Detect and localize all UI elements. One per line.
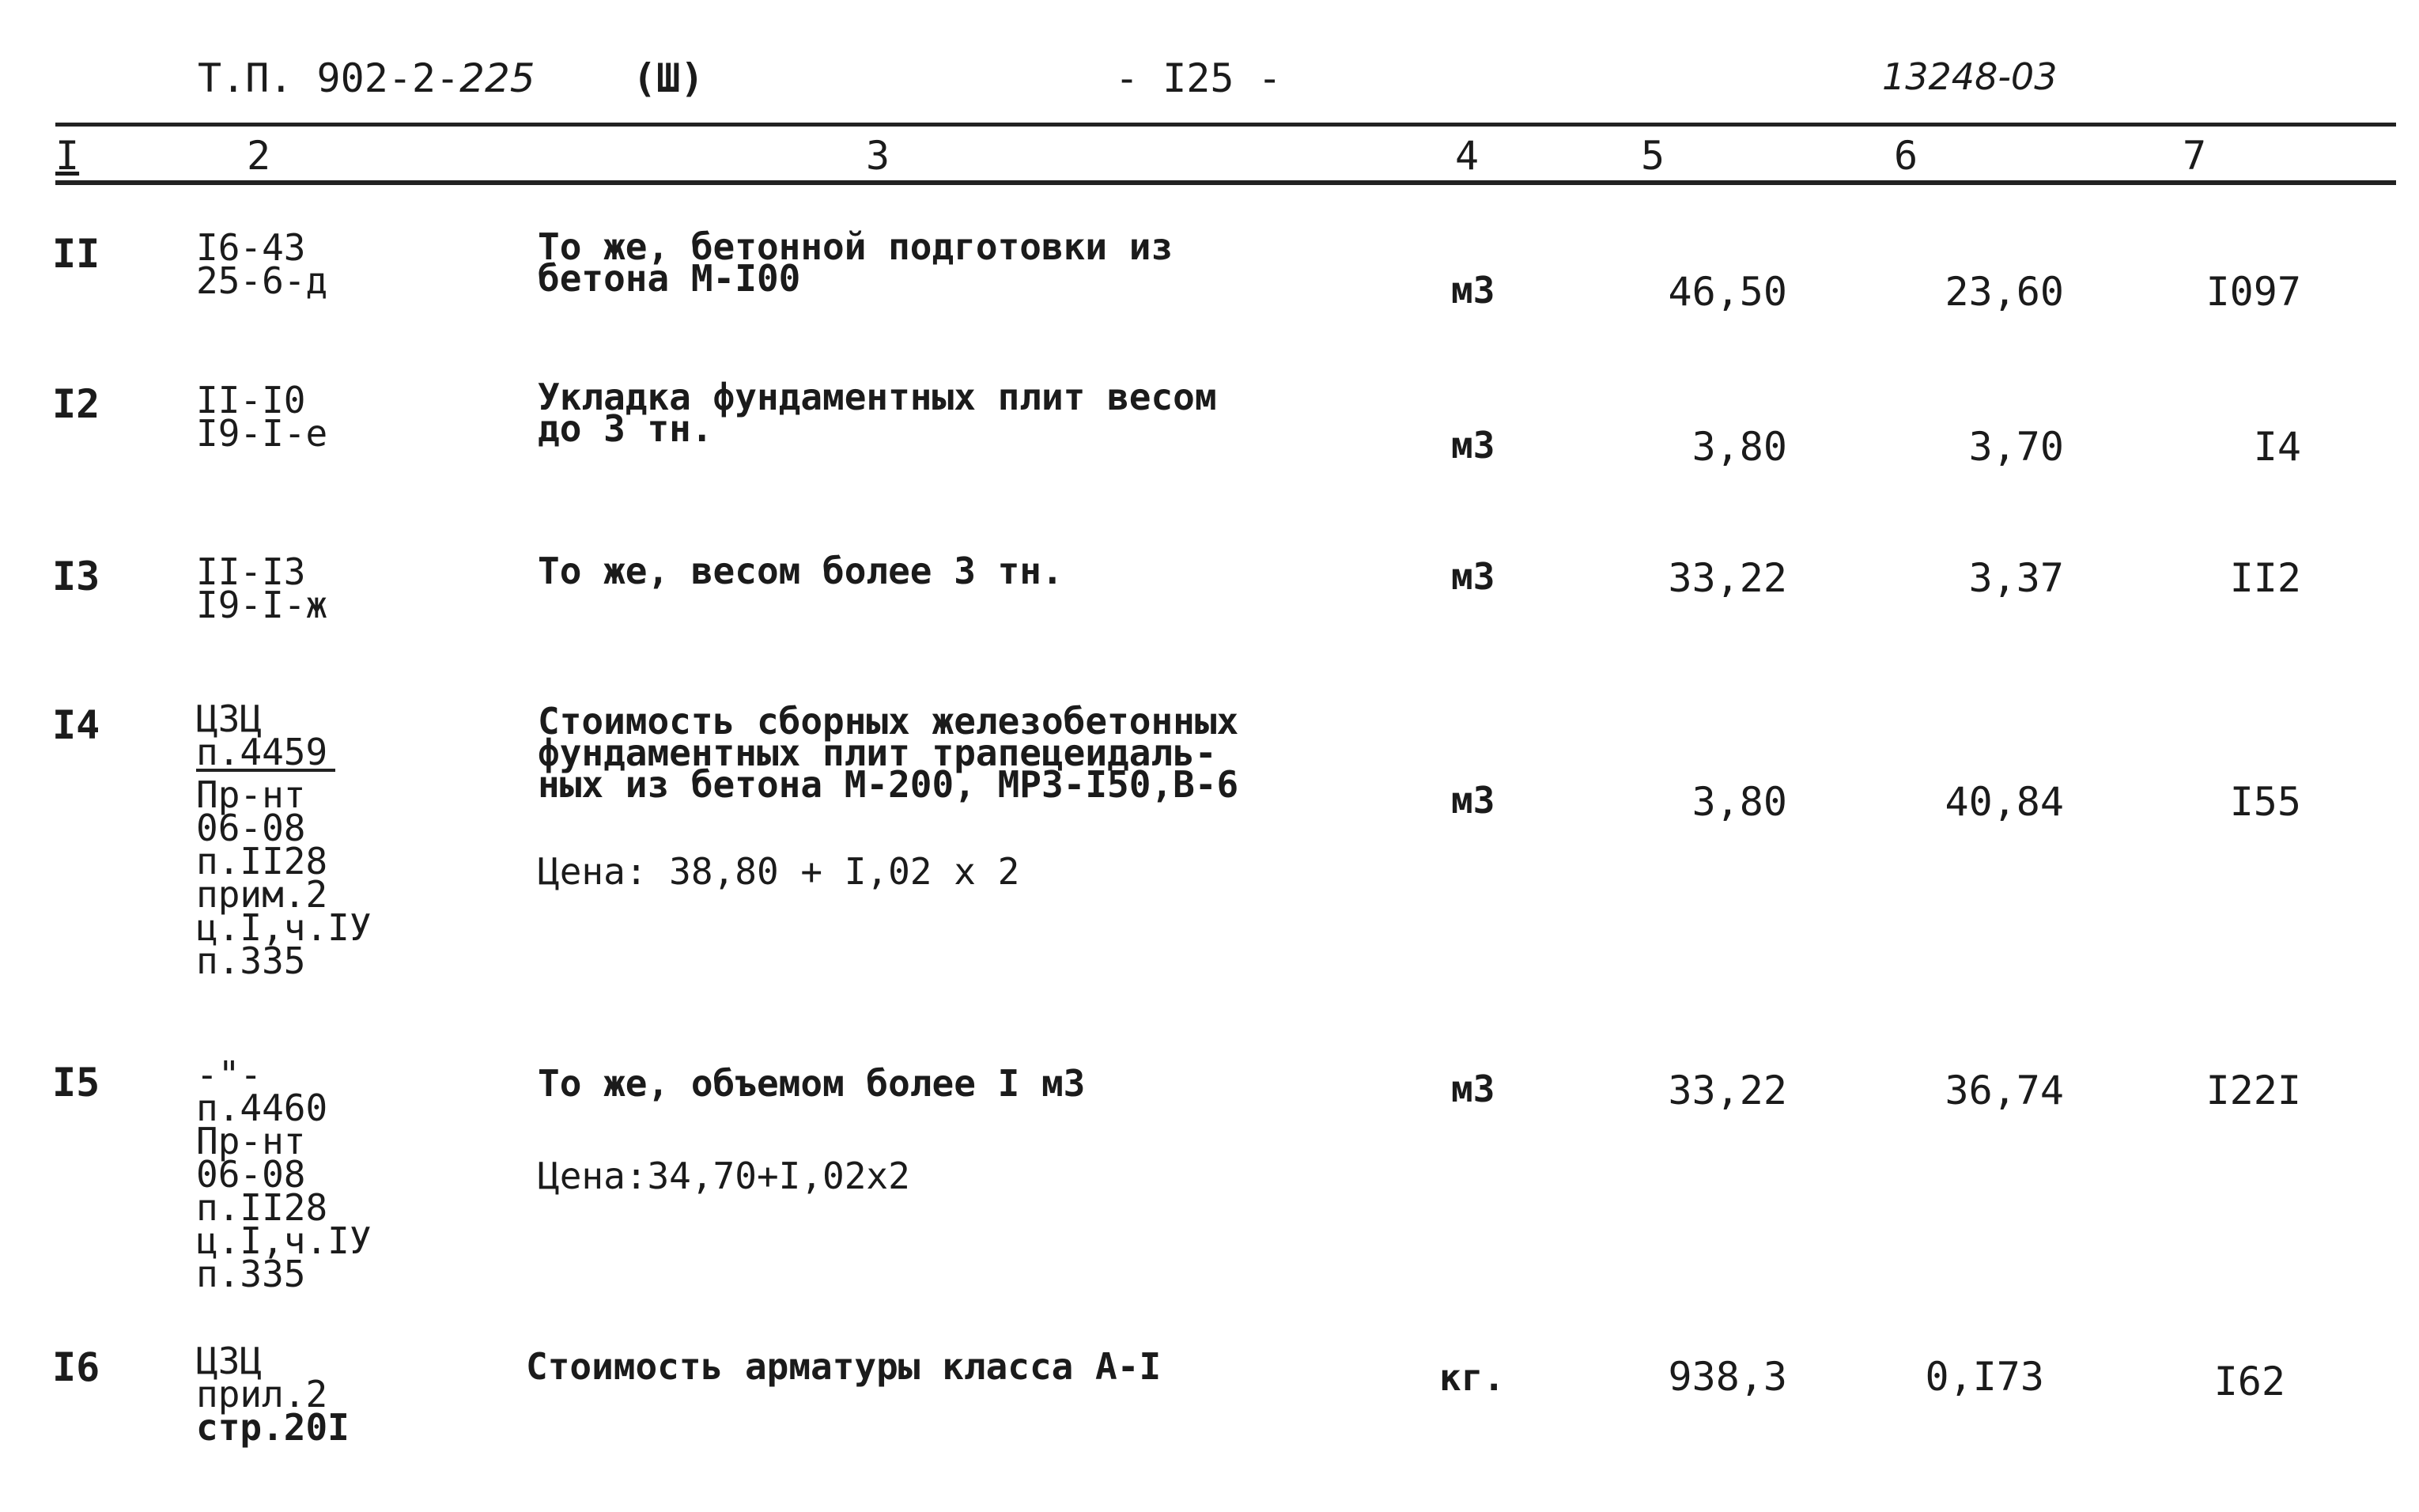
row-quantity: 33,22 <box>1668 555 1787 601</box>
row-code: ЦЗЦ прил.2 стр.20I <box>196 1340 350 1449</box>
row-quantity: 3,80 <box>1691 779 1787 825</box>
doc-code-main: Т.П. 902-2- <box>198 55 460 101</box>
doc-code-suffix: 225 <box>459 55 535 101</box>
row-total: I55 <box>2229 779 2301 825</box>
row-total: I22I <box>2205 1068 2301 1113</box>
row-number: I6 <box>52 1344 100 1390</box>
header-rule-top <box>55 123 2396 127</box>
document-code <box>198 55 535 101</box>
column-number-1: I <box>55 133 80 179</box>
row-description: То же, бетонной подготовки из бетона М-I00 <box>538 225 1174 300</box>
column-number-4: 4 <box>1455 133 1480 179</box>
row-unit: м3 <box>1451 424 1495 467</box>
row-code: I6-43 25-6-д <box>196 226 328 302</box>
row-unit-price: 0,I73 <box>1925 1354 2044 1400</box>
column-number-6: 6 <box>1894 133 1918 179</box>
row-description: Стоимость сборных железобетонных фундаментных плит трапецеидаль- ных из бетона М-200, МРЗ-I50,В-6 <box>538 700 1239 806</box>
row-description: Стоимость арматуры класса А-I <box>526 1345 1162 1388</box>
column-number-5: 5 <box>1641 133 1665 179</box>
row-total: II2 <box>2229 555 2301 601</box>
row-code: II-I0 I9-I-е <box>196 379 328 455</box>
page-number: - I25 - <box>1115 55 1282 101</box>
column-number-3: 3 <box>866 133 890 179</box>
row-code: II-I3 I9-I-ж <box>196 550 328 626</box>
row-description: То же, объемом более I м3 <box>538 1062 1086 1105</box>
volume-mark: (Ш) <box>633 55 705 101</box>
column-number-2: 2 <box>247 133 271 179</box>
row-unit-price: 40,84 <box>1945 779 2064 825</box>
row-unit-price: 3,37 <box>1968 555 2064 601</box>
row-unit-price: 36,74 <box>1945 1068 2064 1113</box>
row-number: I5 <box>52 1060 100 1106</box>
row-price-note: Цена: 38,80 + I,02 х 2 <box>538 850 1020 893</box>
row-total: I4 <box>2253 424 2301 470</box>
row-number: II <box>52 231 100 277</box>
row-total: I62 <box>2213 1359 2285 1404</box>
row-unit: кг. <box>1439 1356 1506 1399</box>
row-price-note: Цена:34,70+I,02х2 <box>538 1155 910 1197</box>
row-number: I3 <box>52 554 100 599</box>
row-code: ЦЗЦ п.4459 Пр-нт 06-08 п.II28 прим.2 ц.I,ч.IУ п.335 <box>196 697 372 982</box>
column-number-7: 7 <box>2183 133 2207 179</box>
row-quantity: 46,50 <box>1668 269 1787 315</box>
row-unit-price: 3,70 <box>1968 424 2064 470</box>
row-total: I097 <box>2205 269 2301 315</box>
row-unit-price: 23,60 <box>1945 269 2064 315</box>
row-unit: м3 <box>1451 555 1495 598</box>
row-quantity: 3,80 <box>1691 424 1787 470</box>
row-quantity: 938,3 <box>1668 1354 1787 1400</box>
header-rule-bottom <box>55 180 2396 185</box>
row-unit: м3 <box>1451 779 1495 822</box>
row-description: То же, весом более 3 тн. <box>538 550 1064 592</box>
row-unit: м3 <box>1451 1068 1495 1110</box>
row-number: I4 <box>52 702 100 748</box>
row-unit: м3 <box>1451 269 1495 312</box>
row-number: I2 <box>52 381 100 427</box>
row-description: Укладка фундаментных плит весом до 3 тн. <box>538 376 1217 450</box>
row-code: -"- п.4460 Пр-нт 06-08 п.II28 ц.I,ч.IУ п.335 <box>196 1053 372 1295</box>
row-quantity: 33,22 <box>1668 1068 1787 1113</box>
archive-number: 13248-03 <box>1882 55 2058 98</box>
